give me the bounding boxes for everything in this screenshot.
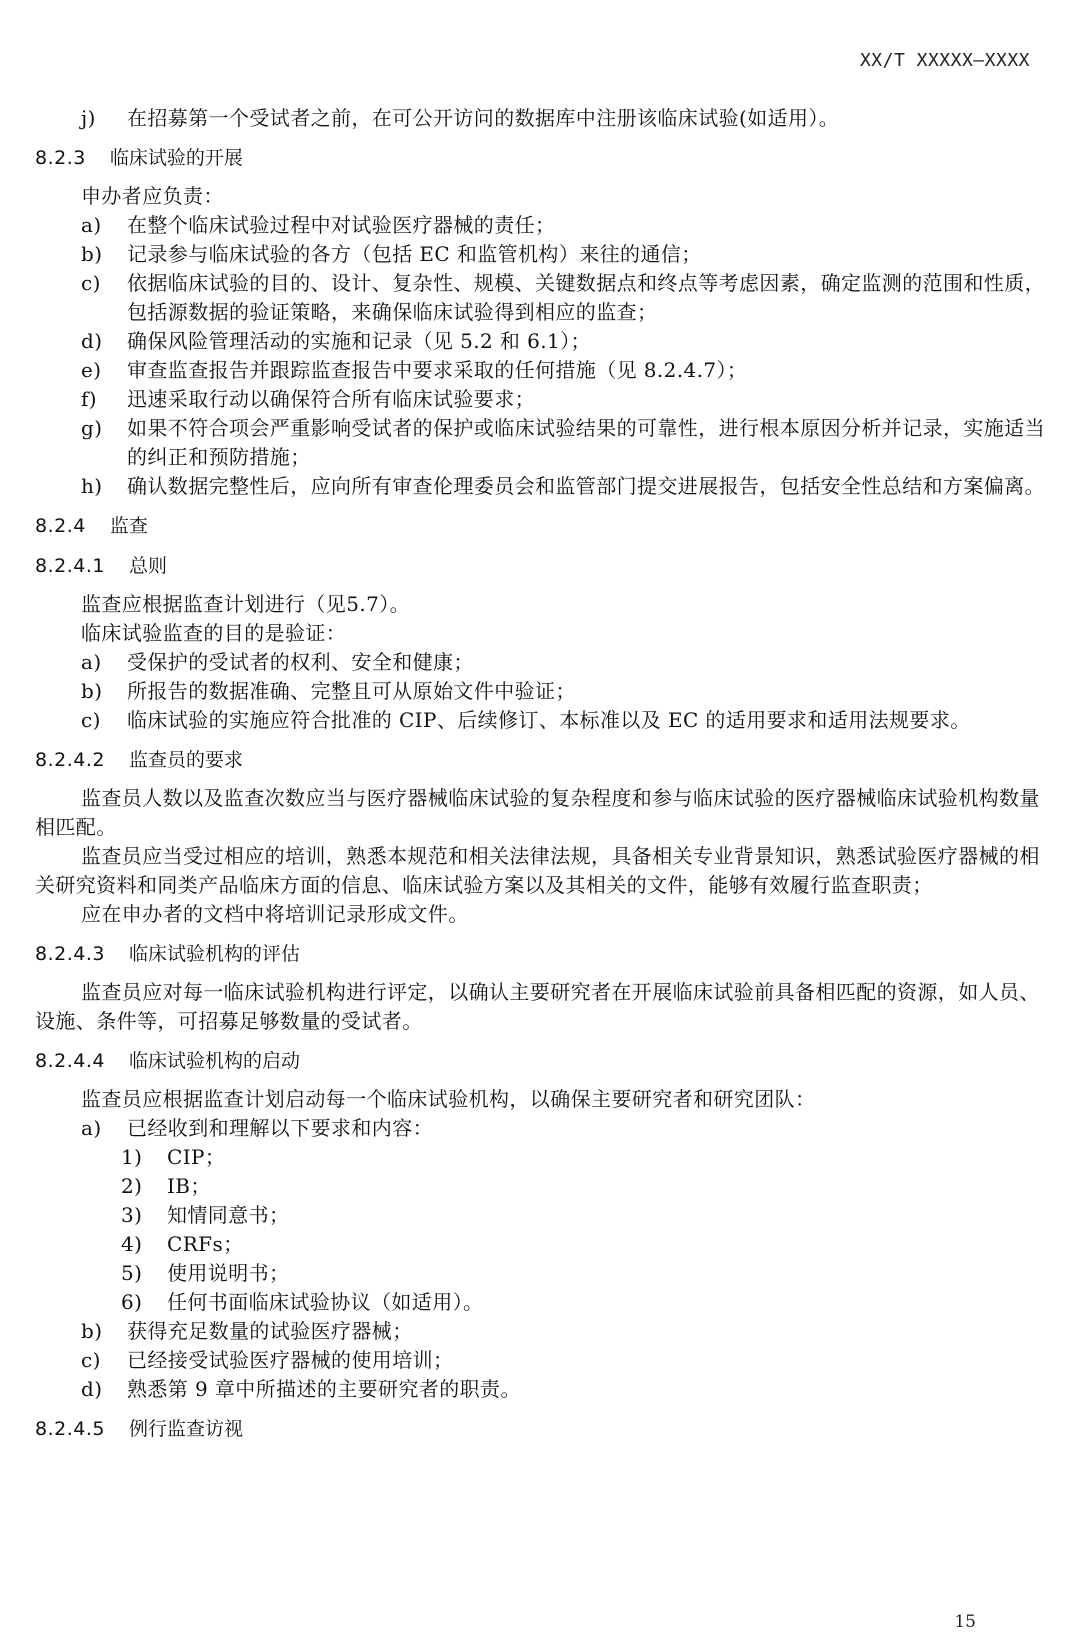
- section-heading-8-2-4-2: [35, 746, 1055, 775]
- list-item: [81, 240, 1055, 269]
- sublist-text: CIP；: [167, 1145, 226, 1169]
- sublist-item: [121, 1230, 1055, 1259]
- section-intro: 申办者应负责：: [81, 184, 224, 208]
- list-label: f): [81, 387, 98, 411]
- section-title: 总则: [128, 555, 167, 577]
- list-item: [81, 472, 1055, 501]
- list-label: c): [81, 708, 101, 732]
- sublist-item: [121, 1172, 1055, 1201]
- list-text: 受保护的受试者的权利、安全和健康；: [127, 650, 474, 674]
- list-item: [81, 648, 1055, 677]
- sublist-label: 4): [121, 1232, 143, 1256]
- section-title: 临床试验的开展: [109, 147, 243, 169]
- section-number: 8.2.4: [35, 515, 86, 537]
- sublist-label: 2): [121, 1174, 143, 1198]
- section-heading-8-2-4-5: [35, 1415, 1055, 1444]
- list-item: [81, 327, 1055, 356]
- paragraph: 监查员应根据监查计划启动每一个临床试验机构，以确保主要研究者和研究团队：: [81, 1087, 816, 1111]
- list-item: [81, 706, 1055, 735]
- list-item: [81, 211, 1055, 240]
- list-item: [81, 356, 1055, 385]
- sublist-text: 知情同意书；: [167, 1203, 290, 1227]
- sublist-item: [121, 1201, 1055, 1230]
- sublist-label: 6): [121, 1290, 143, 1314]
- sublist-item: [121, 1259, 1055, 1288]
- section-heading-8-2-4-1: [35, 552, 1055, 581]
- document-code-header: XX/T XXXXX—XXXX: [859, 50, 1030, 71]
- list-label: b): [81, 1319, 103, 1343]
- list-label: b): [81, 242, 103, 266]
- list-text: 在整个临床试验过程中对试验医疗器械的责任；: [127, 213, 556, 237]
- section-heading-8-2-4-4: [35, 1047, 1055, 1076]
- section-number: 8.2.4.3: [35, 943, 105, 965]
- sublist-label: 5): [121, 1261, 143, 1285]
- paragraph: 监查员人数以及监查次数应当与医疗器械临床试验的复杂程度和参与临床试验的医疗器械临床试验机构数量相匹配。: [35, 786, 1040, 839]
- sublist-label: 3): [121, 1203, 143, 1227]
- sublist-text: 任何书面临床试验协议（如适用）。: [167, 1290, 484, 1314]
- sublist-text: IB；: [167, 1174, 211, 1198]
- list-label: c): [81, 271, 101, 295]
- sublist-item: [121, 1143, 1055, 1172]
- list-item: [81, 1346, 1055, 1375]
- list-label: g): [81, 416, 103, 440]
- list-label: b): [81, 679, 103, 703]
- list-text: 获得充足数量的试验医疗器械；: [127, 1319, 413, 1343]
- section-title: 例行监查访视: [128, 1418, 243, 1440]
- paragraph: 监查应根据监查计划进行（见5.7）。: [81, 592, 411, 616]
- sublist-label: 1): [121, 1145, 143, 1169]
- list-label: a): [81, 213, 102, 237]
- list-text: 临床试验的实施应符合批准的 CIP、后续修订、本标准以及 EC 的适用要求和适用法规要求。: [127, 708, 971, 732]
- list-item: [81, 414, 1055, 472]
- list-item: [81, 1317, 1055, 1346]
- section-heading-8-2-4: [35, 512, 1055, 541]
- list-text: 记录参与临床试验的各方（包括 EC 和监管机构）来往的通信；: [127, 242, 702, 266]
- section-number: 8.2.3: [35, 147, 86, 169]
- list-text: 确保风险管理活动的实施和记录（见 5.2 和 6.1）；: [127, 329, 591, 353]
- list-item: [81, 677, 1055, 706]
- list-text: 已经收到和理解以下要求和内容：: [127, 1116, 433, 1140]
- list-label: e): [81, 358, 102, 382]
- paragraph: 临床试验监查的目的是验证：: [81, 621, 347, 645]
- list-label: a): [81, 650, 102, 674]
- page-content: [35, 104, 1055, 1453]
- list-label: a): [81, 1116, 102, 1140]
- list-item: [81, 269, 1055, 327]
- section-number: 8.2.4.1: [35, 555, 105, 577]
- list-text: 如果不符合项会严重影响受试者的保护或临床试验结果的可靠性，进行根本原因分析并记录，实施适当的纠正和预防措施；: [127, 416, 1045, 469]
- list-label: j): [81, 106, 96, 130]
- paragraph: 监查员应当受过相应的培训，熟悉本规范和相关法律法规，具备相关专业背景知识，熟悉试验医疗器械的相关研究资料和同类产品临床方面的信息、临床试验方案以及其相关的文件，能够有效履行监查职责；: [35, 844, 1040, 897]
- list-text: 审查监查报告并跟踪监查报告中要求采取的任何措施（见 8.2.4.7）；: [127, 358, 748, 382]
- list-item: [81, 385, 1055, 414]
- section-number: 8.2.4.4: [35, 1050, 105, 1072]
- list-text: 熟悉第 9 章中所描述的主要研究者的职责。: [127, 1377, 521, 1401]
- section-heading-8-2-4-3: [35, 940, 1055, 969]
- list-label: c): [81, 1348, 101, 1372]
- paragraph: 监查员应对每一临床试验机构进行评定，以确认主要研究者在开展临床试验前具备相匹配的资源，如人员、设施、条件等，可招募足够数量的受试者。: [35, 980, 1040, 1033]
- list-item: [81, 1375, 1055, 1404]
- sublist-text: 使用说明书；: [167, 1261, 290, 1285]
- section-number: 8.2.4.5: [35, 1418, 105, 1440]
- list-text: 已经接受试验医疗器械的使用培训；: [127, 1348, 454, 1372]
- paragraph: 应在申办者的文档中将培训记录形成文件。: [81, 902, 469, 926]
- list-item-j: [81, 104, 1055, 133]
- list-text: 所报告的数据准确、完整且可从原始文件中验证；: [127, 679, 576, 703]
- section-number: 8.2.4.2: [35, 749, 105, 771]
- list-label: h): [81, 474, 103, 498]
- page-number: 15: [954, 1612, 976, 1632]
- list-text: 依据临床试验的目的、设计、复杂性、规模、关键数据点和终点等考虑因素，确定监测的范围和性质，包括源数据的验证策略，来确保临床试验得到相应的监查；: [127, 271, 1045, 324]
- section-heading-8-2-3: [35, 144, 1055, 173]
- list-text: 确认数据完整性后，应向所有审查伦理委员会和监管部门提交进展报告，包括安全性总结和方案偏离。: [127, 474, 1045, 498]
- section-title: 临床试验机构的启动: [128, 1050, 300, 1072]
- section-title: 监查: [109, 515, 148, 537]
- section-title: 临床试验机构的评估: [128, 943, 300, 965]
- sublist-text: CRFs；: [167, 1232, 244, 1256]
- list-label: d): [81, 1377, 103, 1401]
- list-text: 迅速采取行动以确保符合所有临床试验要求；: [127, 387, 535, 411]
- list-label: d): [81, 329, 103, 353]
- list-text: 在招募第一个受试者之前，在可公开访问的数据库中注册该临床试验(如适用）。: [127, 106, 840, 130]
- section-title: 监查员的要求: [128, 749, 243, 771]
- list-item: [81, 1114, 1055, 1143]
- sublist-item: [121, 1288, 1055, 1317]
